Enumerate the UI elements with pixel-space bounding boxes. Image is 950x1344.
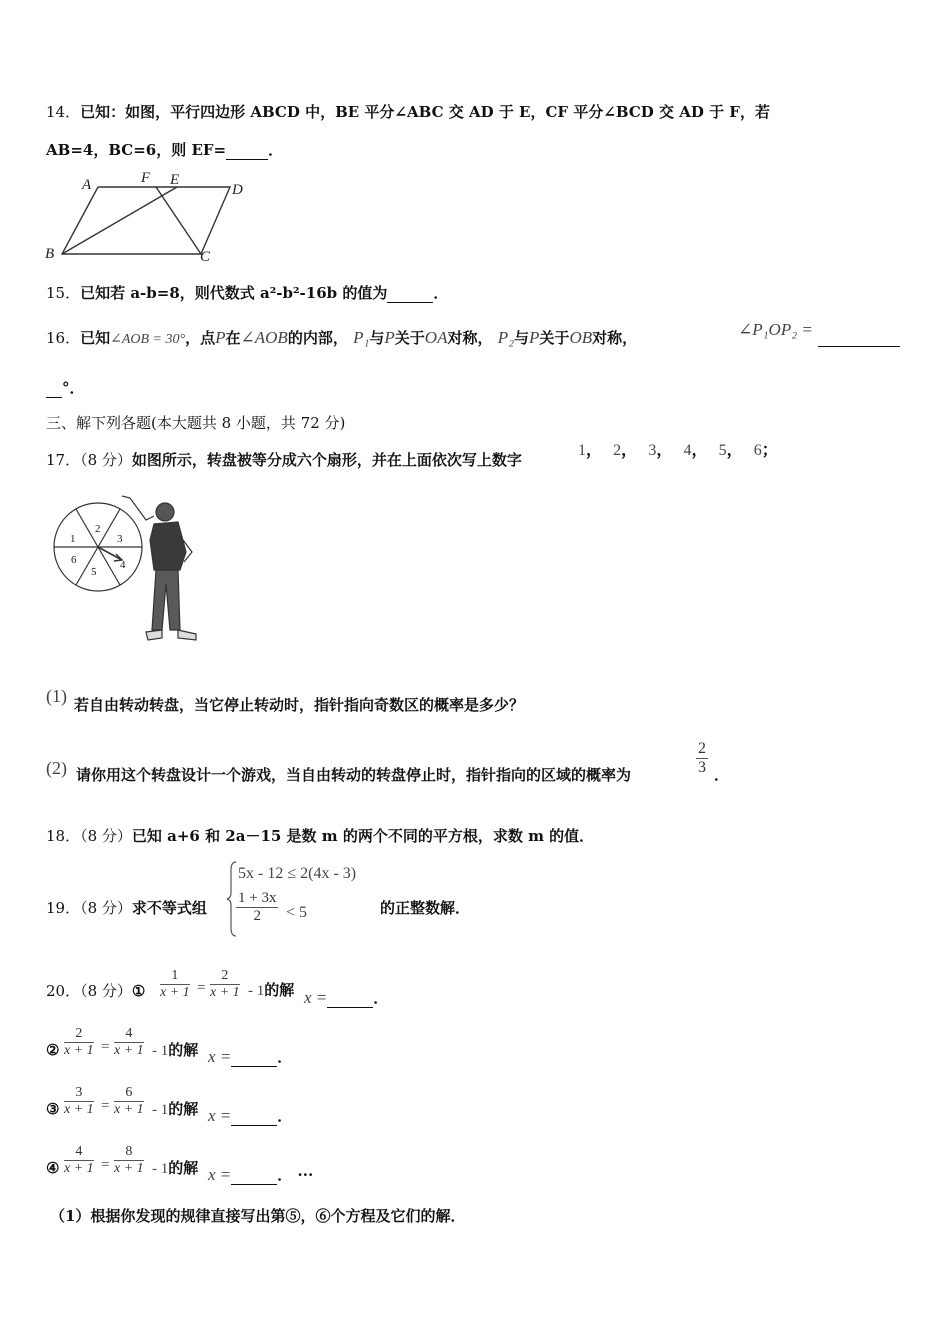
eq1-n2: 2 [210, 968, 240, 985]
q14-number: 14． [46, 103, 81, 121]
fraction-2-3 [696, 740, 708, 777]
eq2-frac1 [64, 1026, 94, 1059]
q20-score: （8 分） [80, 982, 132, 1000]
sep-5: ， [726, 440, 743, 459]
eq1-eq-sign: = [197, 980, 206, 996]
q17-sub2-question: 请你用这个转盘设计一个游戏，当自由转动的转盘停止时，指针指向的区域的概率为 [76, 766, 632, 784]
wheel-num-1: 1 [70, 533, 76, 545]
ineq2-relation: < 5 [286, 904, 308, 921]
q17-end: ； [761, 440, 778, 459]
eq3-mark: ③ [46, 1100, 60, 1118]
eq1-eq [197, 978, 205, 998]
q16-t2: ，点 [185, 329, 216, 347]
q16-t4: 的内部， [287, 329, 348, 347]
eq4-tail [152, 1158, 198, 1179]
eq3-eq-sign: = [101, 1098, 110, 1114]
q19-ineq1 [238, 863, 356, 884]
eq4-eq-sign: = [101, 1157, 110, 1173]
eq4-text: 的解 [168, 1159, 199, 1177]
point-p1: P₁ [353, 328, 370, 347]
q16-t9: 关于 [539, 329, 570, 347]
eq1-den1: x + 1 [160, 985, 190, 1000]
eq4-eq [101, 1155, 109, 1175]
eq4-x: x = [208, 1165, 232, 1184]
q15-number: 15． [46, 284, 81, 302]
q16-t7: 对称， [447, 329, 493, 347]
q14-end: ． [268, 141, 284, 159]
q17-text: 如图所示，转盘被等分成六个扇形，并在上面依次写上数字 [131, 451, 522, 469]
q19-number: 19． [46, 899, 81, 917]
eq2-blank[interactable] [231, 1056, 277, 1067]
wheel-num-2: 2 [95, 523, 101, 535]
eq3-tail [152, 1099, 198, 1120]
ray-ob: OB [569, 328, 593, 347]
eq1-den2: x + 1 [210, 985, 240, 1000]
q19-ineq2-frac [236, 890, 278, 925]
q16-line1 [46, 328, 637, 350]
q14-answer-blank[interactable] [226, 143, 268, 160]
eq3-frac1 [64, 1085, 94, 1118]
person-illustration [122, 496, 196, 640]
q17-sub1-text [74, 695, 524, 715]
eq1-answer [304, 988, 388, 1008]
sep-1: ， [586, 440, 603, 459]
eq2-minus-one: - 1 [152, 1043, 169, 1059]
eq1-frac1 [160, 968, 190, 1001]
q17-sub2-end-mark: ． [714, 766, 730, 784]
eq1-text: 的解 [264, 981, 295, 999]
eq3-eq [101, 1096, 109, 1116]
wheel-num-5: 5 [91, 566, 97, 578]
eq4-den2: x + 1 [114, 1161, 144, 1176]
q14-line2 [46, 140, 283, 160]
q16-t10: 对称， [592, 329, 638, 347]
eq2-x: x = [208, 1047, 232, 1066]
eq3-frac2 [114, 1085, 144, 1118]
q16-t8: 与 [514, 329, 530, 347]
eq1-tail [248, 980, 294, 1001]
eq2-eq [101, 1037, 109, 1057]
q18-score: （8 分） [80, 827, 132, 845]
q19-end [380, 898, 470, 918]
digit-4: 4 [683, 442, 692, 459]
frac-den: 3 [698, 759, 706, 776]
eq4-frac2 [114, 1144, 144, 1177]
point-p: P [215, 328, 226, 347]
point-p2: P₂ [497, 328, 515, 347]
eq3-den2: x + 1 [114, 1102, 144, 1117]
eq2-mark-line [46, 1040, 59, 1060]
eq2-tail [152, 1040, 198, 1061]
eq2-den2: x + 1 [114, 1043, 144, 1058]
eq1-mark: ① [131, 982, 146, 1000]
q17-digits [578, 440, 778, 461]
q17-sub1 [46, 686, 67, 707]
eq2-end: ． [277, 1048, 293, 1066]
eq4-blank[interactable] [231, 1174, 277, 1185]
q19 [46, 898, 207, 918]
eq2-answer [208, 1047, 292, 1067]
q20-head [46, 981, 145, 1001]
digit-6: 6 [753, 442, 762, 459]
q17-sub1-label: (1) [46, 686, 67, 706]
q19-ineq2-rel [286, 902, 307, 923]
eq4-end: ． ··· [277, 1166, 314, 1184]
eq1-x: x = [304, 988, 328, 1007]
eq2-n1: 2 [64, 1026, 94, 1043]
q15-answer-blank[interactable] [387, 286, 433, 303]
q14-text: 已知：如图，平行四边形 ABCD 中，BE 平分∠ABC 交 AD 于 E，CF 平分∠BCD 交 AD 于 F，若 [80, 103, 770, 121]
eq4-n2: 8 [114, 1144, 144, 1161]
q16-t6: 关于 [394, 329, 425, 347]
q16-answer-blank-2[interactable] [46, 381, 62, 398]
label-B: B [45, 246, 55, 262]
q17-sub2-text [76, 765, 631, 785]
eq4-answer [208, 1165, 313, 1185]
q16-angle-expr [738, 320, 813, 340]
point-p-b: P [384, 328, 395, 347]
angle-p1op2: ∠P₁OP₂ = [738, 320, 813, 339]
q16-t5: 与 [369, 329, 385, 347]
label-C: C [200, 249, 211, 263]
q17-sub2-label: (2) [46, 758, 67, 778]
eq2-n2: 4 [114, 1026, 144, 1043]
eq3-n1: 3 [64, 1085, 94, 1102]
eq2-den1: x + 1 [64, 1043, 94, 1058]
digit-5: 5 [718, 442, 727, 459]
eq4-mark: ④ [46, 1159, 60, 1177]
eq1-frac2 [210, 968, 240, 1001]
eq3-text: 的解 [168, 1100, 199, 1118]
digit-2: 2 [613, 442, 622, 459]
eq3-answer [208, 1106, 292, 1126]
q20-sub1 [50, 1206, 465, 1226]
eq1-minus-one: - 1 [248, 983, 265, 999]
q16-t1: 已知 [80, 329, 111, 347]
eq4-mark-line [46, 1158, 59, 1178]
q17-sub2-end [714, 765, 729, 785]
eq4-den1: x + 1 [64, 1161, 94, 1176]
q18 [46, 826, 594, 846]
eq1-end: ． [373, 989, 389, 1007]
eq1-n1: 1 [160, 968, 190, 985]
digit-1: 1 [578, 442, 586, 459]
q15-end: ． [433, 284, 449, 302]
eq3-end: ． [277, 1107, 293, 1125]
section-3-heading [46, 413, 345, 433]
q16-t3: 在 [225, 329, 241, 347]
q14-line1 [46, 102, 770, 122]
q15-text: 已知若 a-b=8，则代数式 a²-b²-16b 的值为 [80, 284, 388, 302]
q16-answer-blank-1[interactable] [818, 330, 900, 347]
q16-end: °． [62, 379, 85, 397]
eq2-mark: ② [46, 1041, 60, 1059]
q15 [46, 283, 448, 303]
sep-2: ， [621, 440, 638, 459]
label-A: A [82, 177, 92, 193]
q17-score: （8 分） [80, 451, 132, 469]
angle-aob: ∠AOB [240, 328, 288, 347]
eq2-frac2 [114, 1026, 144, 1059]
eq3-blank[interactable] [231, 1115, 277, 1126]
q17-number: 17． [46, 451, 81, 469]
eq4-frac1 [64, 1144, 94, 1177]
ineq2-num: 1 + 3x [238, 890, 277, 906]
ineq2-den: 2 [253, 908, 261, 924]
frac-num: 2 [698, 740, 706, 757]
ray-oa: OA [424, 328, 448, 347]
q16-number: 16． [46, 329, 81, 347]
label-F: F [141, 170, 151, 186]
q19-score: （8 分） [80, 899, 132, 917]
eq3-n2: 6 [114, 1085, 144, 1102]
q14-text2: AB=4，BC=6，则 EF= [46, 141, 227, 159]
q17-line [46, 450, 522, 470]
point-p-c: P [529, 328, 540, 347]
label-D: D [232, 182, 243, 198]
q16-line2 [46, 378, 85, 398]
eq4-minus-one: - 1 [152, 1161, 169, 1177]
angle-aob-30: ∠AOB = 30° [110, 332, 186, 347]
eq3-mark-line [46, 1099, 59, 1119]
sep-4: ， [691, 440, 708, 459]
wheel-num-3: 3 [117, 533, 123, 545]
inequality-1: 5x - 12 ≤ 2(4x - 3) [238, 865, 357, 882]
q20-sub1-text: （1）根据你发现的规律直接写出第⑤，⑥个方程及它们的解． [50, 1207, 466, 1225]
q19-end-text: 的正整数解． [380, 899, 471, 917]
wheel-num-6: 6 [71, 554, 77, 566]
q18-number: 18． [46, 827, 81, 845]
eq2-text: 的解 [168, 1041, 199, 1059]
q19-text: 求不等式组 [131, 899, 207, 917]
eq2-eq-sign: = [101, 1039, 110, 1055]
q20-number: 20． [46, 982, 81, 1000]
eq3-den1: x + 1 [64, 1102, 94, 1117]
wheel-num-4: 4 [120, 559, 126, 571]
q17-sub2 [46, 758, 67, 779]
q17-sub1-question: 若自由转动转盘，当它停止转动时，指针指向奇数区的概率是多少？ [74, 696, 525, 714]
eq3-x: x = [208, 1106, 232, 1125]
q14-parallelogram-figure [42, 168, 252, 263]
spinner-figure [50, 490, 215, 650]
label-E: E [170, 172, 180, 188]
q18-text: 已知 a+6 和 2a－15 是数 m 的两个不同的平方根，求数 m 的值． [131, 827, 595, 845]
eq4-n1: 4 [64, 1144, 94, 1161]
eq3-minus-one: - 1 [152, 1102, 169, 1118]
section-3-text: 三、解下列各题(本大题共 8 小题，共 72 分) [46, 414, 346, 432]
sep-3: ， [656, 440, 673, 459]
eq1-blank[interactable] [327, 997, 373, 1008]
digit-3: 3 [648, 442, 657, 459]
